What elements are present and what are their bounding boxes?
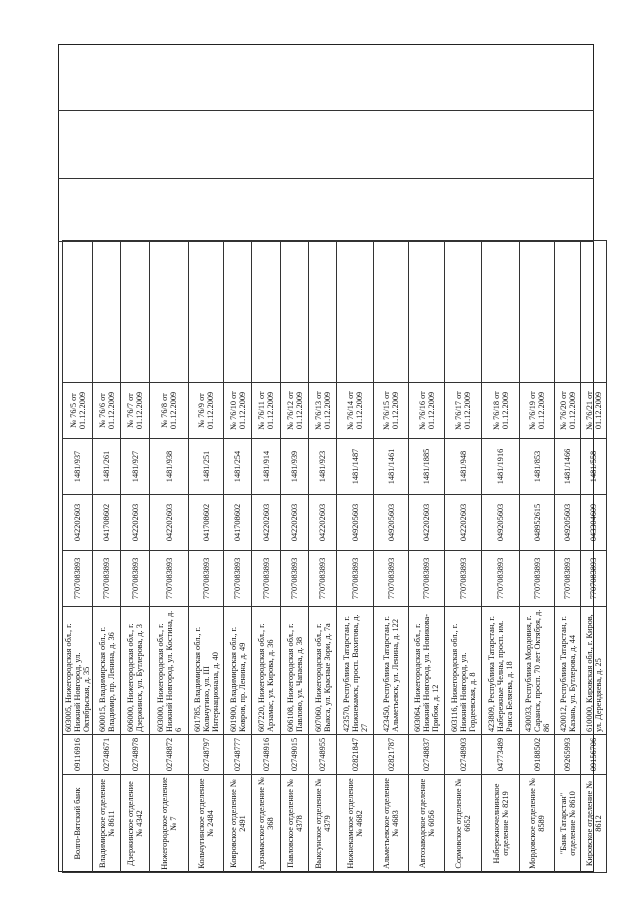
cell-blank: [520, 241, 555, 383]
cell-address: 603064, Нижегородская обл., г. Нижний Новгород, ул. Новикова-Прибоя, д. 12: [409, 607, 445, 735]
table-row: [93, 241, 121, 873]
cell-number: 1481/1916: [482, 439, 520, 495]
table-row: [374, 241, 409, 873]
cell-address: 606108, Нижегородская обл., г. Павлово, ул. Чапаева, д. 38: [281, 607, 309, 735]
cell-number: 1481/1487: [337, 439, 374, 495]
cell-blank: [281, 241, 309, 383]
cell-kpp: 042202603: [445, 495, 482, 551]
cell-inn: 7707083893: [482, 551, 520, 607]
cell-address: 600015, Владимирская обл., г. Владимир, пр. Ленина, д. 36: [93, 607, 121, 735]
cell-doc: № 76/12 от 01.12.2009: [281, 383, 309, 439]
cell-number: 1481/1461: [374, 439, 409, 495]
cell-code: 02748955: [309, 735, 337, 775]
cell-inn: 7707083893: [189, 551, 224, 607]
cell-number: 1481/254: [224, 439, 252, 495]
cell-name: Автозаводское отделение № 6056: [409, 775, 445, 873]
cell-doc: № 76/6 от 01.12.2009: [93, 383, 121, 439]
cell-inn: 7707083893: [409, 551, 445, 607]
registry-table: [62, 240, 607, 873]
cell-code: 02748872: [150, 735, 189, 775]
table-row: [337, 241, 374, 873]
cell-code: 04773489: [482, 735, 520, 775]
cell-address: 423809, Республика Татарстан, г. Набережные Челны, просп. им. Раиса Беляева, д. 18: [482, 607, 520, 735]
table-row: [252, 241, 281, 873]
cell-name: Нижнекамское отделение № 4682: [337, 775, 374, 873]
cell-number: 1481/937: [63, 439, 93, 495]
cell-kpp: 049205603: [482, 495, 520, 551]
cell-code: 02749015: [281, 735, 309, 775]
cell-inn: 7707083893: [309, 551, 337, 607]
cell-kpp: 042202603: [309, 495, 337, 551]
cell-code: 09116916: [63, 735, 93, 775]
cell-doc: № 76/5 от 01.12.2009: [63, 383, 93, 439]
cell-kpp: 042202603: [63, 495, 93, 551]
table-body: [63, 241, 607, 873]
cell-inn: 7707083893: [445, 551, 482, 607]
table-row: [482, 241, 520, 873]
cell-number: 1481/558: [581, 439, 607, 495]
cell-blank: [189, 241, 224, 383]
table-row: [121, 241, 150, 873]
table-row: [309, 241, 337, 873]
cell-blank: [409, 241, 445, 383]
cell-blank: [224, 241, 252, 383]
cell-kpp: 049205603: [374, 495, 409, 551]
cell-address: 420012, Республика Татарстан, г. Казань, ул. Бутлерова, д. 44: [555, 607, 581, 735]
header-rule-1: [58, 110, 594, 111]
cell-code: 02748903: [445, 735, 482, 775]
cell-kpp: 049205603: [337, 495, 374, 551]
cell-inn: 7707083893: [337, 551, 374, 607]
cell-doc: № 76/14 от 01.12.2009: [337, 383, 374, 439]
cell-inn: 7707083893: [252, 551, 281, 607]
cell-name: Сормовское отделение № 6652: [445, 775, 482, 873]
registry-table-area: [62, 241, 603, 873]
cell-doc: № 76/17 от 01.12.2009: [445, 383, 482, 439]
table-row: [224, 241, 252, 873]
cell-number: 1481/261: [93, 439, 121, 495]
cell-doc: № 76/15 от 01.12.2009: [374, 383, 409, 439]
cell-number: 1481/853: [520, 439, 555, 495]
cell-name: Набережночелнинское отделение № 8219: [482, 775, 520, 873]
cell-name: Дзержинское отделение № 4342: [121, 775, 150, 873]
cell-kpp: 043304609: [581, 495, 607, 551]
cell-code: 09188502: [520, 735, 555, 775]
table-row: [445, 241, 482, 873]
cell-blank: [252, 241, 281, 383]
cell-blank: [150, 241, 189, 383]
cell-address: 607060, Нижегородская обл., г. Выкса, ул. Красные Зори, д. 7а: [309, 607, 337, 735]
cell-blank: [445, 241, 482, 383]
cell-number: 1481/948: [445, 439, 482, 495]
cell-name: Владимирское отделение № 8611: [93, 775, 121, 873]
cell-number: 1481/914: [252, 439, 281, 495]
table-row: [409, 241, 445, 873]
cell-code: 02748978: [121, 735, 150, 775]
cell-blank: [555, 241, 581, 383]
cell-kpp: 042202603: [252, 495, 281, 551]
cell-name: Кольчугинское отделение № 2484: [189, 775, 224, 873]
cell-code: 02748671: [93, 735, 121, 775]
cell-code: 09265993: [555, 735, 581, 775]
cell-doc: № 76/18 от 01.12.2009: [482, 383, 520, 439]
cell-name: Альметьевское отделение № 4683: [374, 775, 409, 873]
cell-address: 601900, Владимирская обл., г. Ковров, пр. Ленина, д. 49: [224, 607, 252, 735]
cell-kpp: 048952615: [520, 495, 555, 551]
cell-blank: [121, 241, 150, 383]
cell-code: 02748837: [409, 735, 445, 775]
cell-code: 02748777: [224, 735, 252, 775]
cell-number: 1481/923: [309, 439, 337, 495]
cell-code: 02748916: [252, 735, 281, 775]
cell-kpp: 049205603: [555, 495, 581, 551]
cell-inn: 7707083893: [555, 551, 581, 607]
table-row: [281, 241, 309, 873]
cell-address: 423450, Республика Татарстан, г. Альметьевск, ул. Ленина, д. 122: [374, 607, 409, 735]
cell-number: 1481/938: [150, 439, 189, 495]
cell-name: Арзамасское отделение № 368: [252, 775, 281, 873]
cell-address: 430033, Республика Мордовия, г. Саранск, просп. 70 лет Октября, д. 86: [520, 607, 555, 735]
table-row: [63, 241, 93, 873]
cell-number: 1481/1466: [555, 439, 581, 495]
cell-code: 02748797: [189, 735, 224, 775]
cell-blank: [337, 241, 374, 383]
rotated-table: [62, 241, 603, 873]
cell-doc: № 76/11 от 01.12.2009: [252, 383, 281, 439]
cell-address: 610000, Кировская обл., г. Киров, ул. Дерендяева, д. 25: [581, 607, 607, 735]
cell-address: 603000, Нижегородская обл., г. Нижний Новгород, ул. Костина, д. 6: [150, 607, 189, 735]
cell-name: "Банк Татарстан" отделение № 8610: [555, 775, 581, 873]
cell-number: 1481/1885: [409, 439, 445, 495]
cell-number: 1481/939: [281, 439, 309, 495]
cell-code: 09156706: [581, 735, 607, 775]
cell-address: 606000, Нижегородская обл., г. Дзержинск, ул. Бутлерова, д. 3: [121, 607, 150, 735]
cell-kpp: 041708602: [189, 495, 224, 551]
cell-blank: [374, 241, 409, 383]
cell-address: 423570, Республика Татарстан, г. Нижнекамск, просп. Вахитова, д. 27: [337, 607, 374, 735]
cell-code: 02821787: [374, 735, 409, 775]
cell-address: 603116, Нижегородская обл., г. Нижний Новгород, ул. Гордеевская, д. 8: [445, 607, 482, 735]
cell-inn: 7707083893: [121, 551, 150, 607]
table-row: [555, 241, 581, 873]
cell-kpp: 042202603: [150, 495, 189, 551]
cell-name: Волго-Вятский банк: [63, 775, 93, 873]
table-row: [150, 241, 189, 873]
cell-kpp: 042202603: [281, 495, 309, 551]
cell-doc: № 76/21 от 01.12.2009: [581, 383, 607, 439]
cell-inn: 7707083893: [93, 551, 121, 607]
table-row: [520, 241, 555, 873]
cell-number: 1481/927: [121, 439, 150, 495]
cell-address: 603005, Нижегородская обл., г. Нижний Новгород, ул. Октябрьская, д. 35: [63, 607, 93, 735]
cell-inn: 7707083893: [520, 551, 555, 607]
cell-inn: 7707083893: [150, 551, 189, 607]
cell-doc: № 76/7 от 01.12.2009: [121, 383, 150, 439]
cell-doc: № 76/9 от 01.12.2009: [189, 383, 224, 439]
cell-number: 1481/251: [189, 439, 224, 495]
cell-kpp: 041708602: [224, 495, 252, 551]
cell-name: Кировское отделение № 8612: [581, 775, 607, 873]
cell-address: 601785, Владимирская обл., г. Кольчугино, ул. III Интернационала, д. 40: [189, 607, 224, 735]
cell-doc: № 76/16 от 01.12.2009: [409, 383, 445, 439]
cell-doc: № 76/20 от 01.12.2009: [555, 383, 581, 439]
cell-blank: [309, 241, 337, 383]
cell-inn: 7707083893: [581, 551, 607, 607]
cell-blank: [93, 241, 121, 383]
cell-blank: [581, 241, 607, 383]
cell-inn: 7707083893: [224, 551, 252, 607]
cell-blank: [63, 241, 93, 383]
cell-name: Павловское отделение № 4378: [281, 775, 309, 873]
table-row: [189, 241, 224, 873]
cell-inn: 7707083893: [374, 551, 409, 607]
cell-blank: [482, 241, 520, 383]
cell-doc: № 76/19 от 01.12.2009: [520, 383, 555, 439]
cell-kpp: 042202603: [409, 495, 445, 551]
cell-name: Выксунское отделение № 4379: [309, 775, 337, 873]
cell-code: 02821847: [337, 735, 374, 775]
cell-kpp: 042202603: [121, 495, 150, 551]
cell-address: 607220, Нижегородская обл., г. Арзамас, ул. Кирова, д. 36: [252, 607, 281, 735]
cell-name: Мордовское отделение № 8589: [520, 775, 555, 873]
cell-kpp: 041708602: [93, 495, 121, 551]
cell-doc: № 76/10 от 01.12.2009: [224, 383, 252, 439]
cell-name: Нижегородское отделение № 7: [150, 775, 189, 873]
cell-doc: № 76/13 от 01.12.2009: [309, 383, 337, 439]
header-rule-2: [58, 178, 594, 179]
cell-inn: 7707083893: [63, 551, 93, 607]
table-row: [581, 241, 607, 873]
cell-inn: 7707083893: [281, 551, 309, 607]
cell-name: Ковровское отделение № 2491: [224, 775, 252, 873]
cell-doc: № 76/8 от 01.12.2009: [150, 383, 189, 439]
